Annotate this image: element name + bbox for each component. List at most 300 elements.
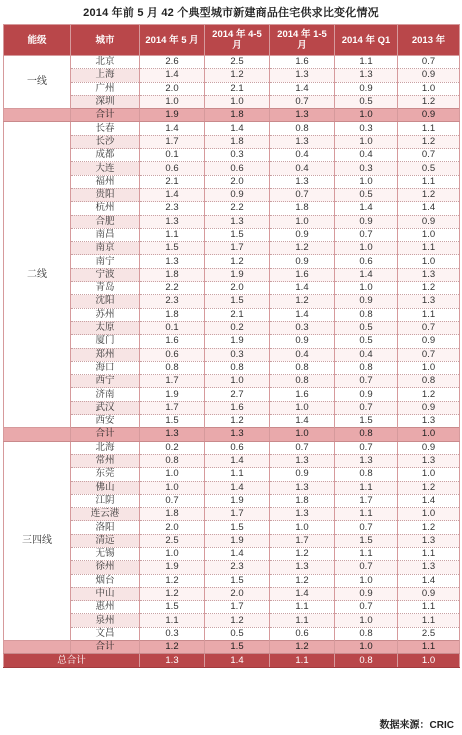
ratio-value: 1.1: [398, 242, 460, 255]
ratio-value: 1.4: [398, 202, 460, 215]
city-name: 合肥: [71, 215, 140, 228]
ratio-value: 0.8: [335, 361, 398, 374]
table-row: [4, 348, 460, 361]
table-row: [4, 534, 460, 547]
header-row: [4, 25, 460, 56]
ratio-value: 0.2: [140, 441, 205, 454]
ratio-value: 1.2: [270, 574, 335, 587]
ratio-value: 1.0: [335, 242, 398, 255]
ratio-value: 0.8: [270, 122, 335, 135]
table-row: [4, 321, 460, 334]
ratio-value: 1.2: [398, 388, 460, 401]
ratio-value: 1.0: [205, 375, 270, 388]
tier-label: 二线: [4, 122, 71, 428]
ratio-value: 1.3: [398, 561, 460, 574]
ratio-value: 0.7: [270, 441, 335, 454]
source-note: 数据来源：CRIC: [379, 720, 454, 731]
city-name: 佛山: [71, 481, 140, 494]
table-row: [4, 601, 460, 614]
ratio-value: 1.0: [270, 521, 335, 534]
table-row: [4, 295, 460, 308]
ratio-value: 1.1: [398, 122, 460, 135]
ratio-value: 0.3: [335, 162, 398, 175]
ratio-value: 1.4: [140, 122, 205, 135]
subtotal-value: 0.8: [335, 428, 398, 441]
city-name: 无锡: [71, 547, 140, 560]
ratio-value: 1.8: [140, 268, 205, 281]
table-row: [4, 69, 460, 82]
ratio-value: 1.4: [205, 481, 270, 494]
ratio-value: 1.0: [140, 468, 205, 481]
table-row: [4, 202, 460, 215]
ratio-value: 0.4: [270, 149, 335, 162]
table-row: [4, 454, 460, 467]
ratio-value: 1.2: [205, 69, 270, 82]
table-row: [4, 82, 460, 95]
ratio-value: 1.1: [398, 175, 460, 188]
ratio-value: 1.7: [140, 375, 205, 388]
ratio-value: 0.5: [335, 188, 398, 201]
ratio-value: 1.3: [270, 175, 335, 188]
table-row: [4, 308, 460, 321]
ratio-value: 0.6: [270, 627, 335, 640]
ratio-value: 1.0: [398, 508, 460, 521]
ratio-value: 1.5: [205, 295, 270, 308]
ratio-value: 1.1: [335, 481, 398, 494]
city-name: 北京: [71, 56, 140, 69]
ratio-value: 2.5: [398, 627, 460, 640]
ratio-value: 0.7: [335, 375, 398, 388]
table-row: [4, 162, 460, 175]
ratio-value: 1.0: [398, 82, 460, 95]
city-name: 沈阳: [71, 295, 140, 308]
ratio-value: 1.7: [140, 401, 205, 414]
subtotal-value: 1.0: [335, 109, 398, 122]
ratio-value: 1.3: [270, 454, 335, 467]
city-name: 南昌: [71, 228, 140, 241]
ratio-value: 1.3: [398, 454, 460, 467]
ratio-value: 0.3: [335, 122, 398, 135]
city-name: 济南: [71, 388, 140, 401]
ratio-value: 1.2: [270, 295, 335, 308]
city-name: 东莞: [71, 468, 140, 481]
ratio-value: 0.8: [398, 375, 460, 388]
ratio-value: 1.3: [205, 215, 270, 228]
city-name: 中山: [71, 587, 140, 600]
ratio-value: 1.8: [205, 135, 270, 148]
ratio-value: 1.4: [335, 268, 398, 281]
table-row: [4, 375, 460, 388]
subtotal-row: [4, 109, 460, 122]
ratio-value: 1.2: [205, 415, 270, 428]
ratio-value: 0.7: [335, 441, 398, 454]
ratio-value: 1.4: [205, 547, 270, 560]
ratio-value: 1.8: [270, 494, 335, 507]
ratio-value: 1.9: [205, 534, 270, 547]
ratio-value: 1.1: [270, 614, 335, 627]
table-row: [4, 188, 460, 201]
ratio-value: 1.2: [398, 521, 460, 534]
ratio-value: 1.1: [398, 547, 460, 560]
ratio-value: 0.7: [398, 56, 460, 69]
ratio-value: 0.3: [270, 321, 335, 334]
city-name: 郑州: [71, 348, 140, 361]
subtotal-value: 1.0: [398, 428, 460, 441]
ratio-value: 1.6: [140, 335, 205, 348]
ratio-value: 0.8: [270, 375, 335, 388]
column-header: 能级: [4, 25, 71, 56]
ratio-value: 1.0: [335, 135, 398, 148]
city-name: 厦门: [71, 335, 140, 348]
grand-total-value: 1.0: [398, 654, 460, 668]
ratio-value: 1.2: [205, 255, 270, 268]
supply-demand-table: [3, 24, 460, 668]
city-name: 惠州: [71, 601, 140, 614]
ratio-value: 1.7: [205, 242, 270, 255]
ratio-value: 1.4: [270, 282, 335, 295]
ratio-value: 0.9: [398, 441, 460, 454]
ratio-value: 0.9: [398, 215, 460, 228]
ratio-value: 0.4: [270, 162, 335, 175]
ratio-value: 1.3: [140, 255, 205, 268]
ratio-value: 1.1: [140, 614, 205, 627]
table-row: [4, 574, 460, 587]
city-name: 苏州: [71, 308, 140, 321]
table-row: [4, 401, 460, 414]
grand-total-row: [4, 654, 460, 668]
ratio-value: 0.9: [270, 468, 335, 481]
table-row: [4, 627, 460, 640]
table-row: [4, 56, 460, 69]
ratio-value: 2.3: [205, 561, 270, 574]
ratio-value: 1.2: [270, 547, 335, 560]
ratio-value: 0.8: [140, 361, 205, 374]
ratio-value: 1.6: [270, 388, 335, 401]
subtotal-value: 1.3: [205, 428, 270, 441]
table-row: [4, 547, 460, 560]
ratio-value: 1.3: [398, 295, 460, 308]
city-name: 西宁: [71, 375, 140, 388]
column-header: 2013 年: [398, 25, 460, 56]
ratio-value: 1.4: [398, 574, 460, 587]
ratio-value: 0.6: [140, 162, 205, 175]
subtotal-value: 0.9: [398, 109, 460, 122]
ratio-value: 1.1: [335, 56, 398, 69]
ratio-value: 0.5: [335, 335, 398, 348]
ratio-value: 0.7: [335, 228, 398, 241]
ratio-value: 2.5: [140, 534, 205, 547]
city-name: 上海: [71, 69, 140, 82]
city-name: 江阴: [71, 494, 140, 507]
ratio-value: 1.0: [270, 215, 335, 228]
ratio-value: 0.7: [398, 149, 460, 162]
ratio-value: 1.3: [398, 534, 460, 547]
ratio-value: 0.9: [398, 587, 460, 600]
city-name: 青岛: [71, 282, 140, 295]
ratio-value: 0.9: [270, 255, 335, 268]
column-header: 城市: [71, 25, 140, 56]
ratio-value: 1.3: [398, 268, 460, 281]
ratio-value: 1.3: [270, 508, 335, 521]
ratio-value: 1.3: [270, 135, 335, 148]
table-row: [4, 441, 460, 454]
ratio-value: 0.9: [398, 401, 460, 414]
ratio-value: 0.8: [205, 361, 270, 374]
ratio-value: 0.5: [335, 95, 398, 108]
ratio-value: 2.0: [140, 521, 205, 534]
table-row: [4, 508, 460, 521]
table-row: [4, 335, 460, 348]
city-name: 杭州: [71, 202, 140, 215]
ratio-value: 0.9: [335, 215, 398, 228]
city-name: 南宁: [71, 255, 140, 268]
city-name: 烟台: [71, 574, 140, 587]
ratio-value: 1.7: [270, 534, 335, 547]
ratio-value: 2.0: [140, 82, 205, 95]
ratio-value: 0.9: [335, 388, 398, 401]
ratio-value: 0.9: [270, 335, 335, 348]
city-name: 常州: [71, 454, 140, 467]
subtotal-value: 1.0: [335, 641, 398, 654]
ratio-value: 0.7: [398, 321, 460, 334]
ratio-value: 0.9: [398, 335, 460, 348]
table-row: [4, 587, 460, 600]
ratio-value: 1.2: [398, 95, 460, 108]
city-name: 西安: [71, 415, 140, 428]
ratio-value: 0.9: [335, 587, 398, 600]
ratio-value: 1.1: [335, 508, 398, 521]
table-row: [4, 415, 460, 428]
subtotal-value: 1.1: [398, 641, 460, 654]
ratio-value: 1.4: [140, 69, 205, 82]
ratio-value: 2.5: [205, 56, 270, 69]
table-row: [4, 494, 460, 507]
subtotal-spacer: [4, 641, 71, 654]
ratio-value: 1.4: [270, 415, 335, 428]
ratio-value: 1.0: [270, 401, 335, 414]
ratio-value: 1.0: [140, 95, 205, 108]
subtotal-label: 合计: [71, 428, 140, 441]
ratio-value: 1.3: [335, 454, 398, 467]
ratio-value: 1.0: [205, 95, 270, 108]
tier-label: 一线: [4, 56, 71, 109]
city-name: 文昌: [71, 627, 140, 640]
ratio-value: 2.1: [140, 175, 205, 188]
tier-label: 三四线: [4, 441, 71, 640]
city-name: 武汉: [71, 401, 140, 414]
ratio-value: 0.6: [205, 162, 270, 175]
city-name: 成都: [71, 149, 140, 162]
subtotal-value: 1.2: [270, 641, 335, 654]
ratio-value: 1.4: [335, 202, 398, 215]
table-row: [4, 561, 460, 574]
ratio-value: 1.9: [205, 268, 270, 281]
table-row: [4, 242, 460, 255]
ratio-value: 1.5: [140, 415, 205, 428]
ratio-value: 1.1: [140, 228, 205, 241]
ratio-value: 2.2: [140, 282, 205, 295]
subtotal-spacer: [4, 109, 71, 122]
ratio-value: 1.7: [205, 508, 270, 521]
ratio-value: 1.2: [398, 135, 460, 148]
subtotal-value: 1.2: [140, 641, 205, 654]
ratio-value: 0.8: [335, 308, 398, 321]
ratio-value: 0.1: [140, 321, 205, 334]
ratio-value: 0.7: [270, 188, 335, 201]
ratio-value: 1.3: [335, 69, 398, 82]
ratio-value: 1.4: [270, 82, 335, 95]
ratio-value: 2.7: [205, 388, 270, 401]
ratio-value: 0.7: [335, 401, 398, 414]
ratio-value: 0.9: [335, 295, 398, 308]
ratio-value: 0.9: [205, 188, 270, 201]
ratio-value: 1.2: [140, 574, 205, 587]
ratio-value: 1.0: [398, 228, 460, 241]
subtotal-row: [4, 641, 460, 654]
ratio-value: 0.1: [140, 149, 205, 162]
ratio-value: 1.2: [398, 282, 460, 295]
ratio-value: 0.3: [205, 348, 270, 361]
ratio-value: 1.1: [398, 601, 460, 614]
ratio-value: 0.8: [335, 468, 398, 481]
grand-total-value: 1.3: [140, 654, 205, 668]
subtotal-spacer: [4, 428, 71, 441]
ratio-value: 0.3: [205, 149, 270, 162]
subtotal-label: 合计: [71, 641, 140, 654]
ratio-value: 1.2: [205, 614, 270, 627]
table-row: [4, 255, 460, 268]
ratio-value: 1.4: [205, 454, 270, 467]
ratio-value: 2.1: [205, 308, 270, 321]
ratio-value: 1.0: [335, 574, 398, 587]
grand-total-value: 1.4: [205, 654, 270, 668]
ratio-value: 0.5: [398, 162, 460, 175]
ratio-value: 1.3: [270, 69, 335, 82]
ratio-value: 1.2: [270, 242, 335, 255]
ratio-value: 2.0: [205, 587, 270, 600]
subtotal-value: 1.9: [140, 109, 205, 122]
table-row: [4, 122, 460, 135]
ratio-value: 1.6: [270, 268, 335, 281]
city-name: 连云港: [71, 508, 140, 521]
ratio-value: 0.5: [205, 627, 270, 640]
ratio-value: 1.2: [398, 481, 460, 494]
ratio-value: 1.0: [140, 481, 205, 494]
ratio-value: 1.5: [140, 601, 205, 614]
ratio-value: 0.7: [335, 561, 398, 574]
ratio-value: 0.9: [270, 228, 335, 241]
ratio-value: 2.3: [140, 202, 205, 215]
ratio-value: 1.4: [270, 308, 335, 321]
ratio-value: 1.0: [335, 282, 398, 295]
grand-total-value: 0.8: [335, 654, 398, 668]
ratio-value: 1.0: [398, 255, 460, 268]
ratio-value: 1.3: [270, 481, 335, 494]
column-header: 2014 年 4-5 月: [205, 25, 270, 56]
table-row: [4, 175, 460, 188]
ratio-value: 0.3: [140, 627, 205, 640]
ratio-value: 1.4: [270, 587, 335, 600]
ratio-value: 1.9: [205, 494, 270, 507]
ratio-value: 0.4: [335, 348, 398, 361]
ratio-value: 0.7: [335, 521, 398, 534]
ratio-value: 1.9: [140, 561, 205, 574]
ratio-value: 0.6: [205, 441, 270, 454]
ratio-value: 0.8: [140, 454, 205, 467]
ratio-value: 1.8: [140, 508, 205, 521]
column-header: 2014 年 5 月: [140, 25, 205, 56]
ratio-value: 1.0: [335, 614, 398, 627]
table-row: [4, 95, 460, 108]
ratio-value: 1.5: [205, 574, 270, 587]
city-name: 福州: [71, 175, 140, 188]
ratio-value: 2.1: [205, 82, 270, 95]
ratio-value: 1.1: [398, 308, 460, 321]
ratio-value: 2.3: [140, 295, 205, 308]
ratio-value: 0.7: [140, 494, 205, 507]
city-name: 北海: [71, 441, 140, 454]
ratio-value: 1.4: [140, 188, 205, 201]
ratio-value: 0.4: [335, 149, 398, 162]
city-name: 长春: [71, 122, 140, 135]
ratio-value: 0.4: [270, 348, 335, 361]
grand-total-value: 1.1: [270, 654, 335, 668]
table-row: [4, 361, 460, 374]
ratio-value: 0.6: [140, 348, 205, 361]
ratio-value: 2.6: [140, 56, 205, 69]
subtotal-row: [4, 428, 460, 441]
city-name: 广州: [71, 82, 140, 95]
table-row: [4, 282, 460, 295]
city-name: 贵阳: [71, 188, 140, 201]
ratio-value: 1.0: [335, 175, 398, 188]
ratio-value: 2.0: [205, 282, 270, 295]
city-name: 南京: [71, 242, 140, 255]
table-row: [4, 614, 460, 627]
ratio-value: 1.3: [140, 215, 205, 228]
ratio-value: 1.2: [140, 587, 205, 600]
column-header: 2014 年 1-5 月: [270, 25, 335, 56]
ratio-value: 2.0: [205, 175, 270, 188]
ratio-value: 0.7: [270, 95, 335, 108]
table-row: [4, 481, 460, 494]
ratio-value: 2.2: [205, 202, 270, 215]
ratio-value: 1.0: [398, 468, 460, 481]
city-name: 太原: [71, 321, 140, 334]
table-row: [4, 135, 460, 148]
subtotal-label: 合计: [71, 109, 140, 122]
city-name: 洛阳: [71, 521, 140, 534]
city-name: 宁波: [71, 268, 140, 281]
ratio-value: 0.7: [398, 348, 460, 361]
column-header: 2014 年 Q1: [335, 25, 398, 56]
ratio-value: 0.7: [335, 601, 398, 614]
ratio-value: 1.5: [205, 228, 270, 241]
ratio-value: 1.4: [398, 494, 460, 507]
table-body: [4, 56, 460, 668]
ratio-value: 1.1: [270, 601, 335, 614]
ratio-value: 1.4: [205, 122, 270, 135]
table-row: [4, 149, 460, 162]
ratio-value: 1.1: [398, 614, 460, 627]
city-name: 泉州: [71, 614, 140, 627]
ratio-value: 1.1: [335, 547, 398, 560]
subtotal-value: 1.5: [205, 641, 270, 654]
table-row: [4, 268, 460, 281]
table-row: [4, 228, 460, 241]
ratio-value: 0.5: [335, 321, 398, 334]
subtotal-value: 1.0: [270, 428, 335, 441]
